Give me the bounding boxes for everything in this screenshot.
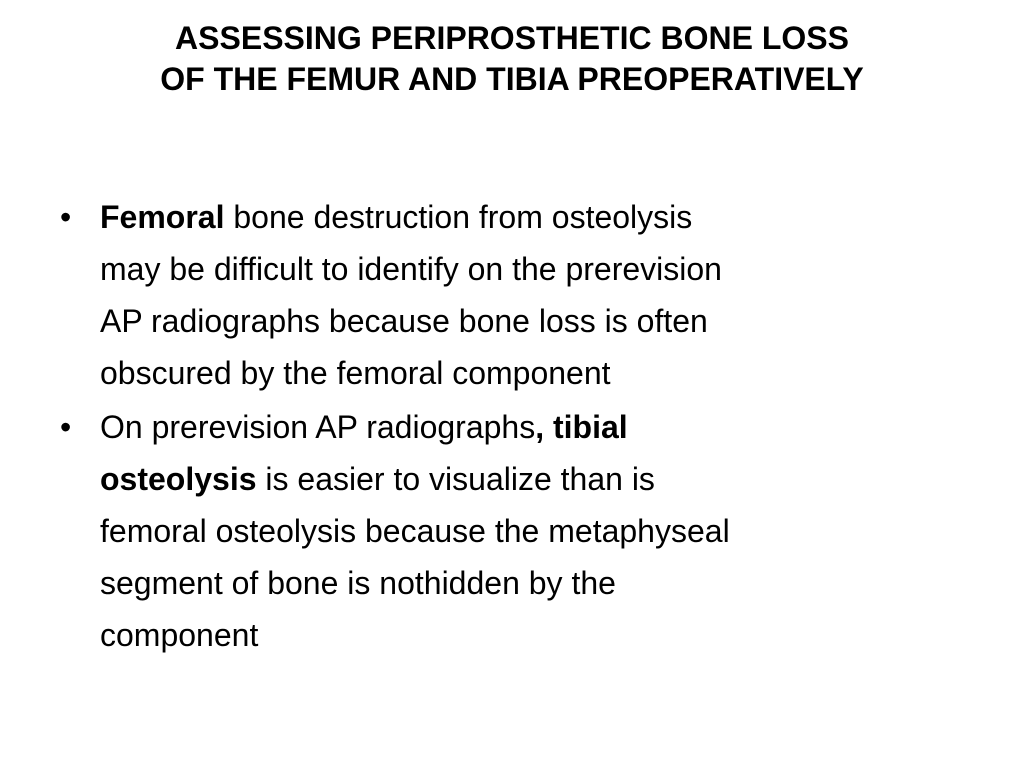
bullet-marker-icon: • [60,199,72,235]
bullet-2-line-5: component [100,617,259,653]
bullet-2-line-3: femoral osteolysis because the metaphyseal [100,513,730,549]
bullet-2-line-1-text: On prerevision AP radiographs [100,409,536,445]
bullet-2-line-4: segment of bone is nothidden by the [100,565,616,601]
bullet-1-line-4: obscured by the femoral component [100,355,611,391]
bullet-marker-icon: • [60,409,72,445]
bullet-list [56,191,956,663]
title-line-2: OF THE FEMUR AND TIBIA PREOPERATIVELY [160,61,864,97]
bullet-1-line-1-text: bone destruction from osteolysis [224,199,693,235]
bold-term-femoral: Femoral [100,199,225,235]
bullet-tibial [56,401,956,661]
bold-term-tibial: , tibial [535,409,628,445]
bullet-1-line-3: AP radiographs because bone loss is often [100,303,708,339]
bold-term-osteolysis: osteolysis [100,461,257,497]
bullet-femoral [56,191,956,399]
bullet-2-line-2 [100,453,956,505]
bullet-2-line-1 [100,401,956,453]
bullet-1-line-2: may be difficult to identify on the prerevision [100,251,722,287]
slide-title [40,18,984,100]
bullet-1-line-1 [100,191,956,243]
title-line-1: ASSESSING PERIPROSTHETIC BONE LOSS [175,20,849,56]
bullet-2-line-2-text: is easier to visualize than is [256,461,655,497]
